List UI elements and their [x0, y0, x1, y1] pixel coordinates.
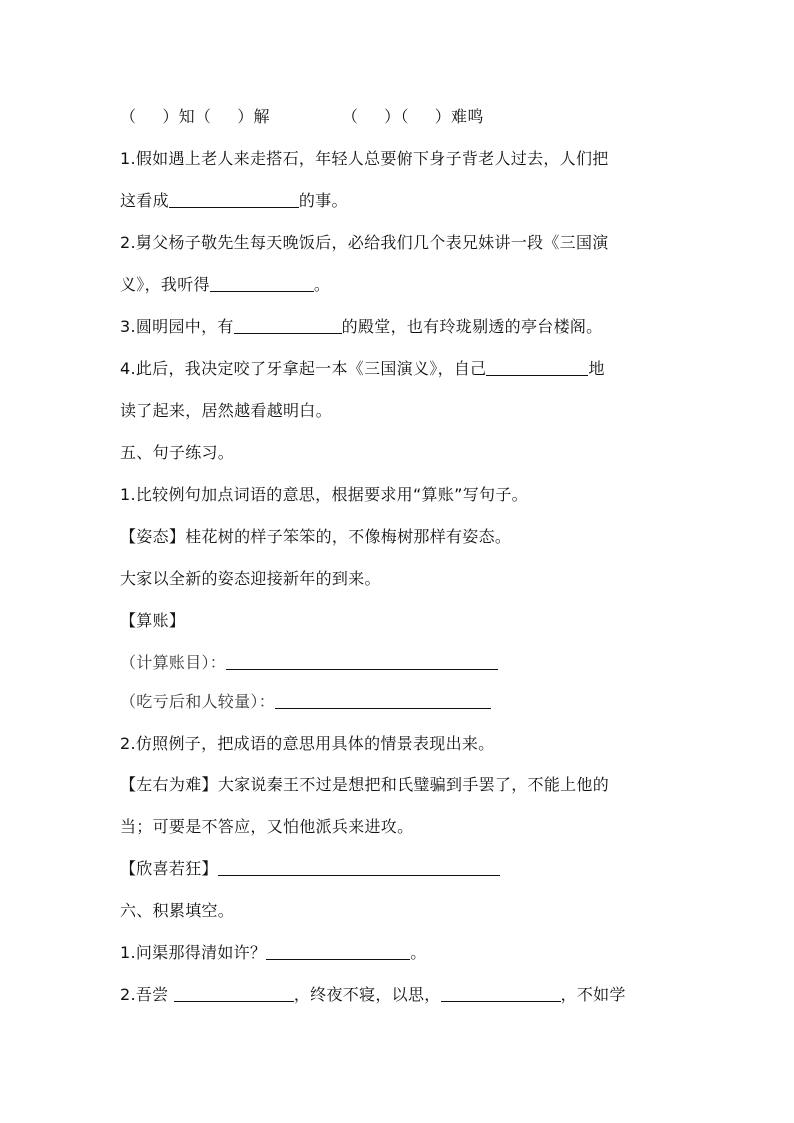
question-3-line: [120, 316, 602, 338]
question-4-prefix: 4.此后，我决定咬了牙拿起一本《三国演义》，自己: [120, 359, 487, 378]
answer-blank[interactable]: [169, 191, 299, 208]
example-sentence: 大家说秦王不过是想把和氏璧骗到手罢了，不能上他的: [217, 775, 610, 794]
poem-line: 1.问渠那得清如许？: [120, 943, 267, 962]
sentence-blank[interactable]: [218, 859, 500, 876]
bracket-open: （: [120, 107, 137, 126]
answer-blank[interactable]: [210, 275, 314, 292]
suanzhang-tag: 【算账】: [120, 611, 186, 630]
quote-mid: ，终夜不寝，以思，: [293, 985, 441, 1004]
question-4-line-2: 读了起来，居然越看越明白。: [120, 401, 332, 420]
section-5-question-1: 1.比较例句加点词语的意思，根据要求用“算账”写句子。: [120, 485, 528, 504]
section-6-question-2: [120, 984, 626, 1006]
question-2-line-2: [120, 274, 330, 296]
quote-prefix: 2.吾尝: [120, 985, 174, 1004]
answer-blank[interactable]: [486, 359, 588, 376]
example-zuoyouweinan-1: [120, 774, 609, 796]
question-3-prefix: 3.圆明园中，有: [120, 317, 234, 336]
meaning-1-line: [120, 652, 498, 674]
question-1-suffix: 的事。: [298, 191, 348, 210]
question-1-line-2: [120, 190, 348, 212]
section-6-question-1: [120, 942, 427, 964]
quote-end: ，不如学: [560, 985, 626, 1004]
xinxi-tag: 【欣喜若狂】: [120, 859, 218, 878]
answer-blank[interactable]: [266, 943, 410, 960]
section-6-title: 六、积累填空。: [120, 901, 235, 920]
question-1-prefix: 这看成: [120, 191, 169, 210]
idiom-fill-line: [120, 106, 484, 128]
idiom-2-end: ）难鸣: [434, 107, 484, 126]
example-tag: 【姿态】: [120, 527, 186, 546]
example-zitai: [120, 526, 511, 548]
example-tag: 【左右为难】: [120, 775, 218, 794]
meaning-1-label: （计算账目）：: [120, 653, 227, 672]
section-5-title: 五、句子练习。: [120, 443, 235, 462]
bracket-open-2: （: [341, 107, 359, 126]
question-3-suffix: 的殿堂，也有玲珑剔透的亭台楼阁。: [341, 317, 603, 336]
meaning-2-label: （吃亏后和人较量）：: [120, 692, 276, 711]
example-zuoyouweinan-2: 当；可要是不答应，又怕他派兵来进攻。: [120, 817, 414, 836]
sentence-blank[interactable]: [275, 692, 491, 709]
poem-end: 。: [410, 943, 427, 962]
meaning-2-line: [120, 691, 491, 713]
idiom-1-mid: ）知（: [162, 107, 212, 126]
answer-blank[interactable]: [441, 985, 561, 1002]
question-2-prefix: 义》，我听得: [120, 275, 210, 294]
example-sentence: 桂花树的样子笨笨的，不像梅树那样有姿态。: [185, 527, 512, 546]
question-4-line-1: [120, 358, 605, 380]
answer-blank[interactable]: [234, 317, 342, 334]
section-5-question-2: 2.仿照例子，把成语的意思用具体的情景表现出来。: [120, 734, 495, 753]
idiom-1-end: ）解: [237, 107, 270, 126]
sentence-blank[interactable]: [226, 653, 498, 670]
question-2-line-1: 2.舅父杨子敬先生每天晚饭后，必给我们几个表兄妹讲一段《三国演: [120, 233, 609, 252]
question-4-suffix: 地: [588, 359, 605, 378]
idiom-2-mid: ）（: [384, 107, 409, 126]
example-zitai-2: 大家以全新的姿态迎接新年的到来。: [120, 569, 381, 588]
answer-blank[interactable]: [174, 985, 294, 1002]
question-1-line-1: 1.假如遇上老人来走搭石，年轻人总要俯下身子背老人过去，人们把: [120, 149, 609, 168]
question-2-suffix: 。: [313, 275, 331, 294]
xinxiruokuang-line: [120, 858, 500, 880]
